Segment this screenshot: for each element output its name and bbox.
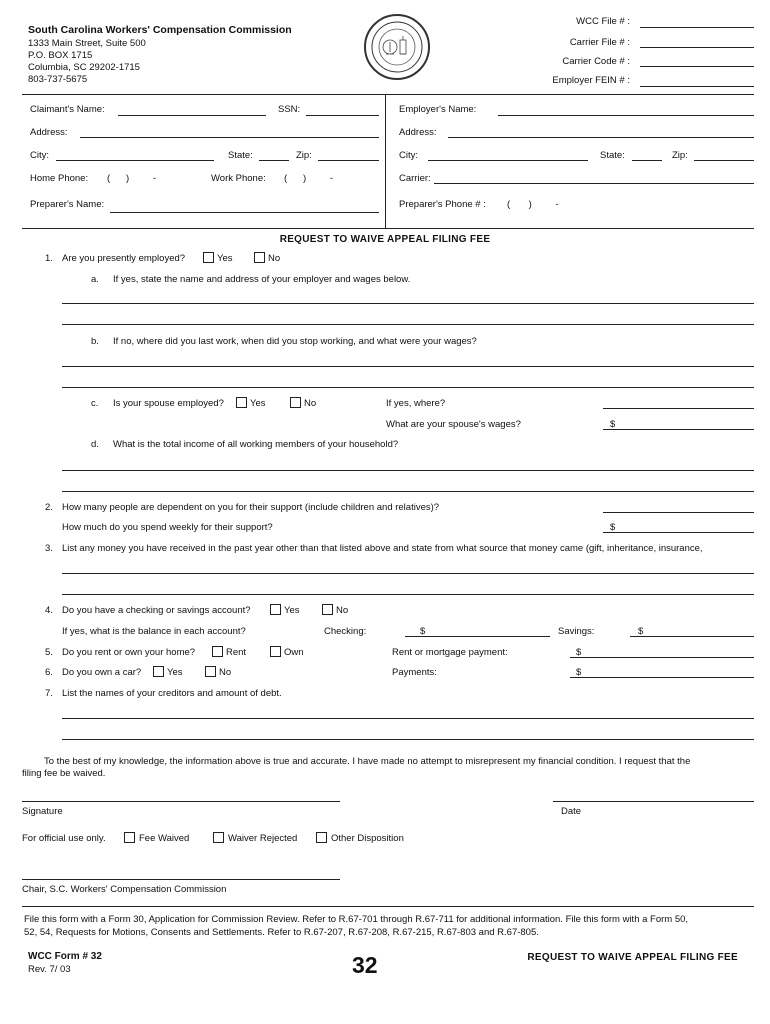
q1c-wages-dollar: $ — [610, 419, 616, 430]
claimant-name-label: Claimant's Name: — [30, 104, 105, 115]
rent-payment-field[interactable] — [570, 657, 754, 658]
q2-number: 2. — [45, 502, 53, 513]
employer-name-label: Employer's Name: — [399, 104, 477, 115]
signature-field[interactable] — [22, 801, 340, 802]
preparer-name-field[interactable] — [110, 212, 379, 213]
claimant-address-label: Address: — [30, 127, 68, 138]
form-revision: Rev. 7/ 03 — [28, 964, 71, 975]
rent-payment-label: Rent or mortgage payment: — [392, 647, 508, 658]
carrier-file-label: Carrier File # : — [569, 37, 630, 48]
q1b-letter: b. — [91, 336, 99, 347]
ssn-label: SSN: — [278, 104, 301, 115]
fee-waived-checkbox[interactable] — [124, 832, 135, 843]
other-disposition-label: Other Disposition — [331, 833, 404, 844]
carrier-code-field[interactable] — [640, 66, 754, 67]
employer-fein-label: Employer FEIN # : — [552, 75, 630, 86]
carrier-file-field[interactable] — [640, 47, 754, 48]
official-use-label: For official use only. — [22, 833, 106, 844]
q1b-answer-line-2[interactable] — [62, 387, 754, 388]
q6-yes-label: Yes — [167, 667, 183, 678]
employer-name-field[interactable] — [498, 115, 754, 116]
signature-label: Signature — [22, 806, 63, 817]
home-phone-label: Home Phone: — [30, 173, 89, 184]
q5-text: Do you rent or own your home? — [62, 647, 196, 658]
q6-number: 6. — [45, 667, 53, 678]
attestation-line-1: To the best of my knowledge, the information above is true and accurate. I have made no attempt to misrepresent my financial condition. I request that the — [44, 756, 691, 767]
q2b-text: How much do you spend weekly for their support? — [62, 522, 273, 533]
q7-text: List the names of your creditors and amount of debt. — [62, 688, 282, 699]
org-address-line-3: Columbia, SC 29202-1715 — [28, 62, 140, 73]
employer-zip-field[interactable] — [694, 160, 754, 161]
q4-no-label: No — [336, 605, 349, 616]
savings-label: Savings: — [558, 626, 595, 637]
q1a-text: If yes, state the name and address of your employer and wages below. — [113, 274, 411, 285]
org-name: South Carolina Workers' Compensation Commission — [28, 24, 292, 36]
q3-answer-line-2[interactable] — [62, 594, 754, 595]
wcc-file-label: WCC File # : — [576, 16, 630, 27]
q2-text: How many people are dependent on you for their support (include children and relatives)? — [62, 502, 440, 513]
org-phone: 803-737-5675 — [28, 74, 88, 85]
preparer-name-label: Preparer's Name: — [30, 199, 105, 210]
wcc-file-field[interactable] — [640, 27, 754, 28]
q5-number: 5. — [45, 647, 53, 658]
carrier-code-label: Carrier Code # : — [562, 56, 630, 67]
q4-yes-label: Yes — [284, 605, 300, 616]
q1a-answer-line-2[interactable] — [62, 324, 754, 325]
header-divider — [22, 94, 754, 95]
work-phone-field[interactable]: ( ) - — [284, 173, 334, 184]
q5-own-checkbox[interactable] — [270, 646, 281, 657]
q6-no-label: No — [219, 667, 232, 678]
q4-text: Do you have a checking or savings account? — [62, 605, 251, 616]
chair-signature-field[interactable] — [22, 879, 340, 880]
q1c-no-checkbox[interactable] — [290, 397, 301, 408]
footer-note-line-2: 52, 54, Requests for Motions, Consents and Settlements. Refer to R.67-207, R.67-208, R.67-215, R.67-803 and R.67-805. — [24, 927, 539, 938]
car-payments-field[interactable] — [570, 677, 754, 678]
q2b-field[interactable] — [603, 532, 754, 533]
q6-text: Do you own a car? — [62, 667, 142, 678]
q1-text: Are you presently employed? — [62, 253, 186, 264]
waiver-rejected-checkbox[interactable] — [213, 832, 224, 843]
preparer-phone-label: Preparer's Phone # : — [399, 199, 486, 210]
waiver-rejected-label: Waiver Rejected — [228, 833, 298, 844]
state-seal-icon — [364, 14, 430, 80]
q1c-yes-checkbox[interactable] — [236, 397, 247, 408]
employer-state-field[interactable] — [632, 160, 662, 161]
q1a-answer-line-1[interactable] — [62, 303, 754, 304]
form-title: REQUEST TO WAIVE APPEAL FILING FEE — [279, 234, 491, 245]
q1c-yes-label: Yes — [250, 398, 266, 409]
q2b-dollar: $ — [610, 522, 616, 533]
chair-label: Chair, S.C. Workers' Compensation Commission — [22, 884, 227, 895]
q1-no-label: No — [268, 253, 281, 264]
q1a-letter: a. — [91, 274, 99, 285]
claimant-city-label: City: — [30, 150, 49, 161]
checking-label: Checking: — [324, 626, 367, 637]
q7-answer-line-1[interactable] — [62, 718, 754, 719]
q6-yes-checkbox[interactable] — [153, 666, 164, 677]
footer-title: REQUEST TO WAIVE APPEAL FILING FEE — [527, 952, 738, 963]
q1b-answer-line-1[interactable] — [62, 366, 754, 367]
attestation-line-2: filing fee be waived. — [22, 768, 106, 779]
claimant-zip-label: Zip: — [296, 150, 312, 161]
section-divider — [385, 94, 386, 228]
date-label: Date — [561, 806, 582, 817]
carrier-field[interactable] — [434, 183, 754, 184]
q4b-text: If yes, what is the balance in each account? — [62, 626, 246, 637]
fee-waived-label: Fee Waived — [139, 833, 190, 844]
q1c-no-label: No — [304, 398, 317, 409]
employer-state-label: State: — [600, 150, 625, 161]
q1c-text: Is your spouse employed? — [113, 398, 224, 409]
employer-address-field[interactable] — [448, 137, 754, 138]
form-number: WCC Form # 32 — [28, 951, 102, 962]
claimant-city-field[interactable] — [56, 160, 214, 161]
q1c-letter: c. — [91, 398, 99, 409]
work-phone-label: Work Phone: — [211, 173, 266, 184]
footer-note-line-1: File this form with a Form 30, Application for Commission Review. Refer to R.67-701 through R.67-711 for additional information. File this form with a Form 50, — [24, 914, 689, 925]
q1-yes-checkbox[interactable] — [203, 252, 214, 263]
car-payments-dollar: $ — [576, 667, 582, 678]
claimant-zip-field[interactable] — [318, 160, 379, 161]
claimant-state-field[interactable] — [259, 160, 289, 161]
q4-no-checkbox[interactable] — [322, 604, 333, 615]
q4-number: 4. — [45, 605, 53, 616]
employer-zip-label: Zip: — [672, 150, 688, 161]
q2-dependents-field[interactable] — [603, 512, 754, 513]
date-field[interactable] — [553, 801, 754, 802]
savings-field[interactable] — [630, 636, 754, 637]
q1d-letter: d. — [91, 439, 99, 450]
q1d-text: What is the total income of all working members of your household? — [113, 439, 399, 450]
q1c-wages-field[interactable] — [603, 429, 754, 430]
q5-rent-label: Rent — [226, 647, 247, 658]
q1c-wages-label: What are your spouse's wages? — [386, 419, 521, 430]
employer-address-label: Address: — [399, 127, 437, 138]
q3-text: List any money you have received in the past year other than that listed above and state from what source that money came (gift, inheritance, insurance, — [62, 543, 703, 554]
q1-no-checkbox[interactable] — [254, 252, 265, 263]
home-phone-field[interactable]: ( ) - — [107, 173, 157, 184]
q7-answer-line-2[interactable] — [62, 739, 754, 740]
q1-yes-label: Yes — [217, 253, 233, 264]
q1b-text: If no, where did you last work, when did you stop working, and what were your wages? — [113, 336, 477, 347]
q7-number: 7. — [45, 688, 53, 699]
employer-city-field[interactable] — [428, 160, 588, 161]
q1d-answer-line-2[interactable] — [62, 491, 754, 492]
q1-number: 1. — [45, 253, 53, 264]
q3-number: 3. — [45, 543, 53, 554]
claimant-state-label: State: — [228, 150, 253, 161]
checking-dollar: $ — [420, 626, 426, 637]
other-disposition-checkbox[interactable] — [316, 832, 327, 843]
savings-dollar: $ — [638, 626, 644, 637]
form-big-number: 32 — [352, 952, 378, 978]
employer-fein-field[interactable] — [640, 86, 754, 87]
q1d-answer-line-1[interactable] — [62, 470, 754, 471]
employer-city-label: City: — [399, 150, 418, 161]
info-bottom-divider — [22, 228, 754, 229]
claimant-name-field[interactable] — [118, 115, 266, 116]
org-address-line-2: P.O. BOX 1715 — [28, 50, 93, 61]
q1c-where-field[interactable] — [603, 408, 754, 409]
ssn-field[interactable] — [306, 115, 379, 116]
checking-field[interactable] — [405, 636, 550, 637]
q3-answer-line-1[interactable] — [62, 573, 754, 574]
q5-rent-checkbox[interactable] — [212, 646, 223, 657]
q1c-where-label: If yes, where? — [386, 398, 446, 409]
rent-payment-dollar: $ — [576, 647, 582, 658]
footer-divider — [22, 906, 754, 907]
claimant-address-field[interactable] — [80, 137, 379, 138]
car-payments-label: Payments: — [392, 667, 437, 678]
q4-yes-checkbox[interactable] — [270, 604, 281, 615]
q6-no-checkbox[interactable] — [205, 666, 216, 677]
org-address-line-1: 1333 Main Street, Suite 500 — [28, 38, 146, 49]
preparer-phone-field[interactable]: ( ) - — [507, 199, 559, 210]
q5-own-label: Own — [284, 647, 304, 658]
carrier-label: Carrier: — [399, 173, 431, 184]
